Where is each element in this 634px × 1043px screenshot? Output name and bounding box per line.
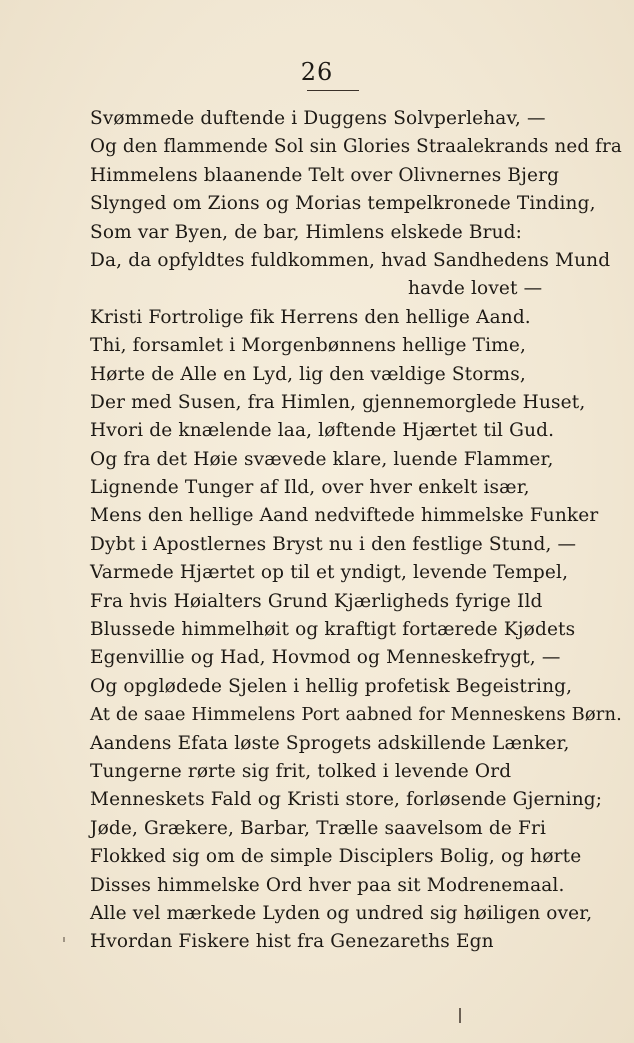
text-line: Flokked sig om de simple Disciplers Bolig, og hørte (90, 846, 582, 868)
margin-speck (459, 1008, 461, 1023)
text-line: Og fra det Høie svævede klare, luende Flammer, (90, 448, 554, 470)
text-line: Disses himmelske Ord hver paa sit Modrenemaal. (90, 874, 565, 896)
text-line: Himmelens blaanende Telt over Olivnernes Bjerg (90, 164, 560, 186)
text-line: havde lovet — (408, 278, 543, 300)
text-line: Tungerne rørte sig frit, tolked i levende Ord (90, 760, 512, 782)
text-line: Hvordan Fiskere hist fra Genezareths Egn (90, 931, 494, 953)
text-line: Aandens Efata løste Sprogets adskillende Lænker, (90, 732, 570, 754)
text-line: Hørte de Alle en Lyd, lig den vældige Storms, (90, 363, 526, 385)
text-line: Og opglødede Sjelen i hellig profetisk Begeistring, (90, 675, 573, 697)
header-rule (307, 90, 359, 91)
text-line: Jøde, Grækere, Barbar, Trælle saavelsom de Fri (90, 817, 547, 839)
text-line: Fra hvis Høialters Grund Kjærligheds fyrige Ild (90, 590, 543, 612)
text-line: Dybt i Apostlernes Bryst nu i den festlige Stund, — (90, 533, 577, 555)
text-line: Og den flammende Sol sin Glories Straalekrands ned fra (90, 136, 622, 158)
text-line: Mens den hellige Aand nedviftede himmelske Funker (90, 505, 599, 527)
text-line: Blussede himmelhøit og kraftigt fortærede Kjødets (90, 619, 576, 641)
text-line: Svømmede duftende i Duggens Solvperlehav, — (90, 108, 546, 129)
text-line: Slynged om Zions og Morias tempelkronede Tinding, (90, 193, 596, 215)
page-number: 26 (300, 58, 334, 86)
text-line: Kristi Fortrolige fik Herrens den hellige Aand. (90, 306, 531, 328)
text-line: Thi, forsamlet i Morgenbønnens hellige Time, (90, 335, 526, 357)
text-line: Som var Byen, de bar, Himlens elskede Brud: (90, 221, 523, 243)
margin-speck (63, 937, 65, 942)
text-line: Varmede Hjærtet op til et yndigt, levende Tempel, (90, 562, 569, 584)
text-line: At de saae Himmelens Port aabned for Menneskens Børn. (90, 704, 622, 726)
text-line: Menneskets Fald og Kristi store, forløsende Gjerning; (90, 789, 603, 811)
text-line: Alle vel mærkede Lyden og undred sig høiligen over, (90, 902, 593, 924)
poem-text (90, 105, 622, 957)
text-line: Da, da opfyldtes fuldkommen, hvad Sandhedens Mund (90, 249, 611, 271)
text-line: Der med Susen, fra Himlen, gjennemorglede Huset, (90, 391, 586, 413)
text-line: Egenvillie og Had, Hovmod og Menneskefrygt, — (90, 647, 561, 669)
text-line: Hvori de knælende laa, løftende Hjærtet til Gud. (90, 420, 555, 442)
text-line: Lignende Tunger af Ild, over hver enkelt især, (90, 477, 530, 499)
